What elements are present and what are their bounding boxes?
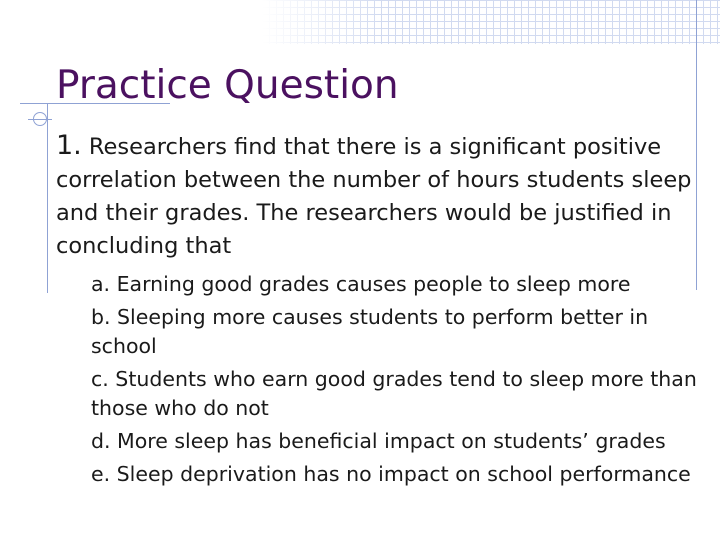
answer-option-e: e. Sleep deprivation has no impact on school performance	[91, 462, 691, 486]
question-number: 1.	[56, 130, 82, 161]
answer-option-a: a. Earning good grades causes people to sleep more	[91, 272, 631, 296]
answer-option-b: b. Sleeping more causes students to perform better in school	[91, 305, 649, 358]
answer-option-c: c. Students who earn good grades tend to sleep more than those who do not	[91, 367, 697, 420]
answer-option-d: d. More sleep has beneficial impact on students’ grades	[91, 429, 666, 453]
decorative-grid-fade	[262, 0, 382, 44]
question-body: Researchers find that there is a significant positive correlation between the number of hours students sleep and their grades. The researchers would be justified in concluding that	[56, 134, 692, 259]
answer-list	[91, 270, 703, 493]
crosshair-icon	[33, 112, 47, 126]
slide-title: Practice Question	[56, 63, 399, 108]
question-text	[56, 129, 706, 263]
decorative-vertical-line-left	[47, 103, 48, 293]
